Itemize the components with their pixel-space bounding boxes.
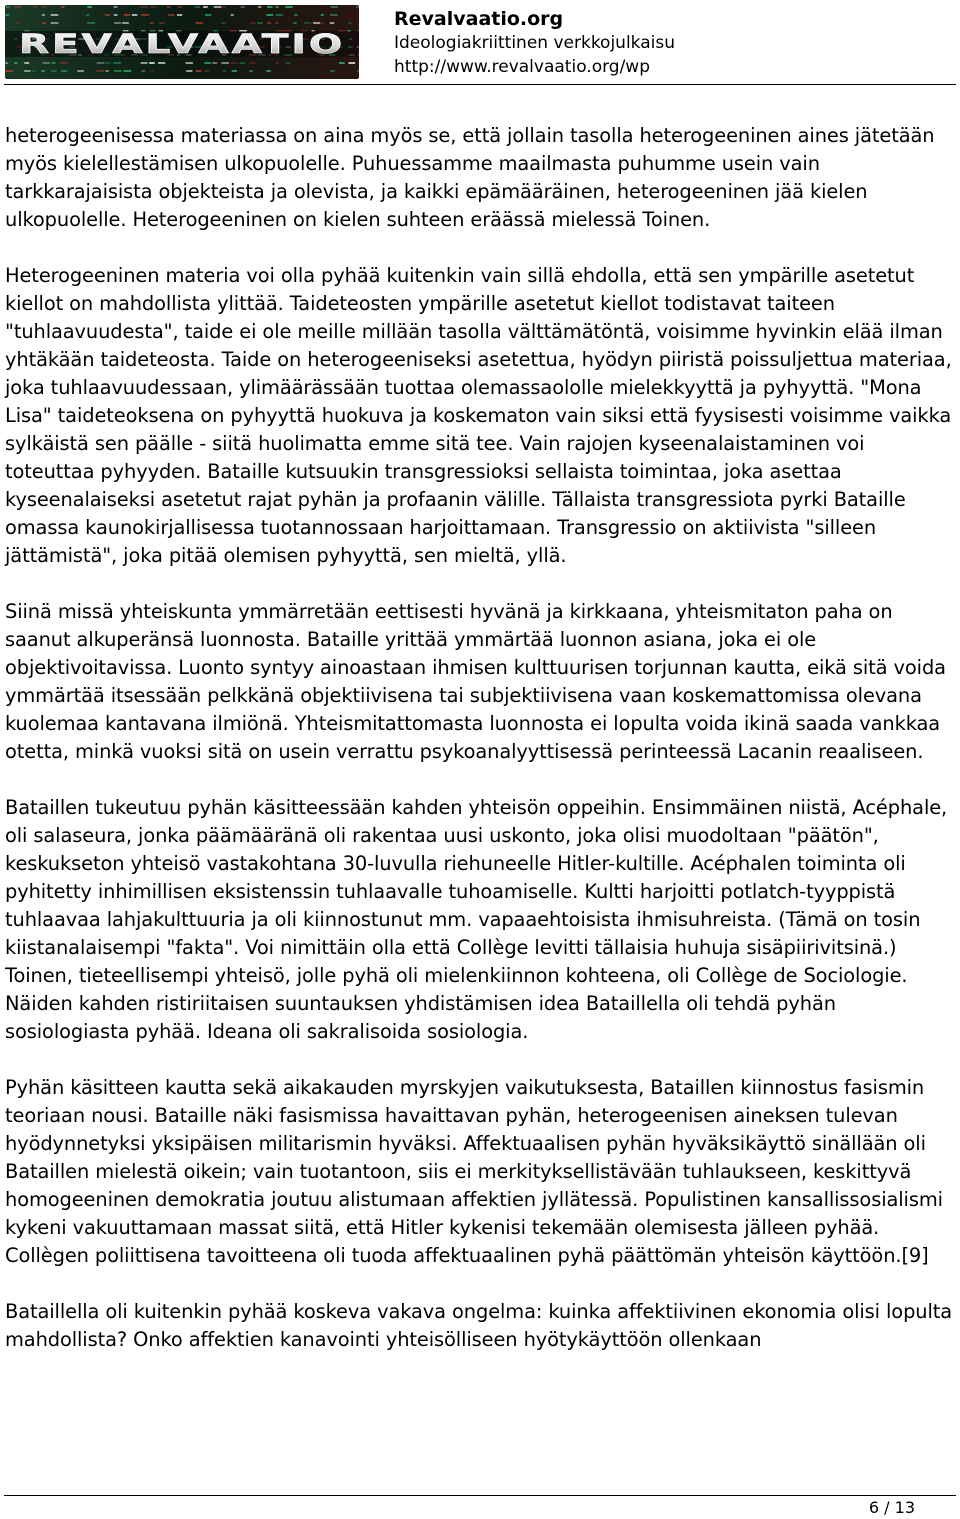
logo-ticker-cell xyxy=(141,62,148,64)
logo-ticker-cell xyxy=(114,22,121,24)
logo-ticker-cell xyxy=(330,14,338,16)
logo-ticker-cell xyxy=(42,14,45,16)
logo-ticker-cell xyxy=(186,70,192,72)
logo-ticker-cell xyxy=(124,14,130,16)
logo-ticker-cell xyxy=(16,22,19,24)
site-title[interactable]: Revalvaatio.org xyxy=(394,8,564,30)
paragraph-5: Pyhän käsitteen kautta sekä aikakauden myrskyjen vaikutuksesta, Bataillen kiinnostus fasismin teoriaan nousi. Bataille näki fasismissa havaittavan pyhän, heterogeenisen aineksen tulevan hyödynnetyksi yksipäisen militarismin hyväksi. Affektuaalisen pyhän hyväksikäyttö sinällään oli Bataillen mielestä oikein; vain tuotantoon, siis ei merkityksellistävään tuhlaukseen, keskittyvä homogeeninen demokratia joutuu alistumaan affektien jyllätessä. Populistinen kansallissosialismi kykeni vakuuttamaan massat siitä, että Hitler kykenisi tekemään olemisesta jälleen pyhää. Collègen poliittisena tavoitteena oli tuoda affektuaalinen pyhä päättömän yhteisön käyttöön.[9] xyxy=(5,1076,943,1267)
logo-ticker-cell xyxy=(257,22,262,24)
logo-ticker-cell xyxy=(150,6,157,8)
logo-ticker-cell xyxy=(42,62,50,64)
logo-ticker-cell xyxy=(150,22,154,24)
paragraph-1: heterogeenisessa materiassa on aina myös se, että jollain tasolla heterogeeninen aines jätetään myös kielellestämisen ulkopuolelle. Puhuessamme maailmasta puhumme usein vain tarkkarajaisista objekteista ja olevista, ja kaikki epämääräinen, heterogeeninen jää kielen ulkopuolelle. Heterogeeninen on kielen suhteen eräässä mielessä Toinen. xyxy=(5,124,935,231)
logo-ticker-cell xyxy=(24,62,29,64)
logo-ticker-cell xyxy=(14,6,21,8)
article-body xyxy=(5,122,957,1382)
logo-ticker-cell xyxy=(223,70,227,72)
logo-ticker-cell xyxy=(203,6,207,8)
logo-ticker-cell xyxy=(240,6,244,8)
logo-ticker-cell xyxy=(87,6,91,8)
logo-ticker-cell xyxy=(51,14,59,16)
logo-ticker-cell xyxy=(150,70,153,72)
logo-ticker-cell xyxy=(304,22,311,24)
logo-ticker-cell xyxy=(205,14,211,16)
site-info xyxy=(394,7,954,79)
logo-ticker-cell xyxy=(87,22,95,24)
logo-ticker-cell xyxy=(61,6,65,8)
logo-ticker-cell xyxy=(132,14,137,16)
logo-ticker-cell xyxy=(178,6,183,8)
logo-ticker-cell xyxy=(114,14,118,16)
logo-ticker-cell xyxy=(122,22,129,24)
logo-graphic xyxy=(5,5,359,79)
logo-ticker-cell xyxy=(24,70,30,72)
revalvaatio-logo[interactable] xyxy=(5,5,359,79)
logo-ticker-cell xyxy=(168,14,174,16)
logo-ticker-cell xyxy=(357,70,359,72)
logo-ticker-cell xyxy=(5,14,9,16)
logo-ticker-cell xyxy=(339,62,345,64)
logo-ticker-cell xyxy=(32,70,36,72)
site-tagline: Ideologiakriittinen verkkojulkaisu xyxy=(394,33,675,53)
logo-ticker-cell xyxy=(114,6,118,8)
logo-ticker-cell xyxy=(276,14,283,16)
paragraph-3: Siinä missä yhteiskunta ymmärretään eettisesti hyvänä ja kirkkaana, yhteismitaton paha on saanut alkuperänsä luonnosta. Bataille yrittää ymmärtää luonnon asiana, joka ei ole objektivoitavissa. Luonto syntyy ainoastaan ihmisen kulttuurisen torjunnan kautta, eikä sitä voida ymmärtää itsessään pelkkänä objektiivisena tai subjektiivisena vaan koskemattomissa olevana kuolemaa kantavana ilmiönä. Yhteismitattomasta luonnosta ei lopulta voida ikinä saada vankkaa otetta, minkä vuoksi sitä on usein verrattu psykoanalyyttisessä perinteessä Lacanin reaaliseen. xyxy=(5,600,946,763)
logo-ticker-cell xyxy=(51,62,55,64)
site-url[interactable]: http://www.revalvaatio.org/wp xyxy=(394,57,651,77)
logo-ticker-cell xyxy=(276,62,279,64)
logo-ticker-cell xyxy=(177,14,182,16)
logo-ticker-cell xyxy=(33,6,36,8)
logo-ticker-cell xyxy=(276,6,279,8)
logo-ticker-cell xyxy=(232,70,237,72)
logo-ticker-cell xyxy=(106,70,109,72)
logo-ticker-cell xyxy=(313,22,320,24)
logo-ticker-cell xyxy=(221,62,229,64)
logo-ticker-cell xyxy=(356,6,359,8)
logo-ticker-cell xyxy=(320,22,325,24)
logo-ticker-cell xyxy=(195,6,200,8)
logo-ticker-cell xyxy=(330,70,335,72)
logo-ticker-cell xyxy=(141,14,149,16)
logo-ticker-cell xyxy=(51,22,59,24)
logo-ticker-cell xyxy=(97,62,105,64)
logo-ticker-cell xyxy=(158,62,165,64)
logo-ticker-cell xyxy=(159,22,165,24)
logo-ticker-cell xyxy=(42,22,46,24)
logo-ticker-cell xyxy=(113,62,121,64)
paragraph-6: Bataillella oli kuitenkin pyhää koskeva vakava ongelma: kuinka affektiivinen ekonomia olisi lopulta mahdollista? Onko affektien kanavointi yhteisölliseen hyötykäyttöön ollenkaan xyxy=(5,1300,953,1351)
paragraph-4: Bataillen tukeutuu pyhän käsitteessään kahden yhteisön oppeihin. Ensimmäinen niistä, Acéphale, oli salaseura, jonka päämääränä oli rakentaa uusi uskonto, joka olisi muodoltaan "päätön", keskukseton yhteisö vastakohtana 30-luvulla riehuneelle Hitler-kultille. Acéphalen toiminta oli pyhitetty inhimillisen eksistenssin tuhlaavalle tuhoamiselle. Kultti harjoitti potlatch-tyyppistä tuhlaavaa lahjakulttuuria ja oli kiinnostunut mm. vapaaehtoisista ihmisuhreista. (Tämä on tosin kiistanalaisempi "fakta". Voi nimittäin olla että Collège levitti tällaisia huhuja sisäpiirivitsinä.) Toinen, tieteellisempi yhteisö, jolle pyhä oli mielenkiinnon kohteena, oli Collège de Sociologie. Näiden kahden ristiriitaisen suuntauksen yhdistämisen idea Bataillella oli tehdä pyhän sosiologiasta pyhää. Ideana oli sakralisoida sosiologia. xyxy=(5,796,948,1043)
page-header xyxy=(0,0,960,85)
logo-ticker-cell xyxy=(5,70,13,72)
logo-ticker-cell xyxy=(140,6,147,8)
logo-ticker-cell xyxy=(266,14,273,16)
logo-ticker-cell xyxy=(14,62,17,64)
logo-ticker-cell xyxy=(231,62,238,64)
logo-ticker-cell xyxy=(124,70,132,72)
logo-ticker-cell xyxy=(204,62,211,64)
logo-ticker-cell xyxy=(51,70,57,72)
logo-ticker-cell xyxy=(212,62,217,64)
logo-text: REVALVAATIO xyxy=(19,29,345,60)
logo-ticker-cell xyxy=(77,70,84,72)
logo-ticker-cell xyxy=(186,62,193,64)
logo-ticker-cell xyxy=(249,62,256,64)
logo-ticker-cell xyxy=(330,22,334,24)
logo-ticker-cell xyxy=(239,62,244,64)
logo-ticker-cell xyxy=(285,6,292,8)
logo-ticker-cell xyxy=(167,6,170,8)
logo-ticker-cell xyxy=(348,22,351,24)
logo-ticker-cell xyxy=(61,70,67,72)
logo-ticker-cell xyxy=(258,6,261,8)
logo-ticker-cell xyxy=(231,14,234,16)
logo-ticker-cell xyxy=(266,70,270,72)
footer-divider xyxy=(4,1495,956,1496)
logo-ticker-cell xyxy=(196,70,202,72)
logo-ticker-cell xyxy=(196,22,204,24)
paragraph-2: Heterogeeninen materia voi olla pyhää kuitenkin vain sillä ehdolla, että sen ympärille asetetut kiellot on mahdollista ylittää. Taideteosten ympärille asetetut kiellot todistavat taiteen "tuhlaavuudesta", taide ei ole meille millään tasolla välttämätöntä, voisimme hyvinkin elää ilman yhtäkään taideteosta. Taide on heterogeeniseksi asetettua, hyödyn piiristä poissuljettua materiaa, joka tuhlaavuudessaan, ylimäärässään tuottaa olemassaololle mielekkyyttä ja pyhyyttä. "Mona Lisa" taideteoksena on pyhyyttä huokuva ja koskematon vain siksi että fyysisesti voisimme vaikka sylkäistä sen päälle - siitä huolimatta emme sitä tee. Vain rajojen kyseenalaistaminen voi toteuttaa pyhyyden. Bataille kutsuukin transgressioksi sellaista toimintaa, joka asettaa kyseenalaiseksi asetetut rajat pyhän ja profaanin välille. Tällaista transgressiota pyrki Bataille omassa kaunokirjallisessa tuotannossaan harjoittamaan. Transgressio on aktiivista "silleen jättämistä", joka pitää olemisen pyhyyttä, sen mieltä, yllä. xyxy=(5,264,952,567)
logo-ticker-cell xyxy=(105,14,110,16)
logo-ticker-cell xyxy=(141,70,145,72)
logo-ticker-cell xyxy=(286,62,290,64)
logo-ticker-cell xyxy=(6,6,10,8)
logo-ticker-cell xyxy=(60,62,67,64)
logo-ticker-cell xyxy=(41,6,47,8)
logo-ticker-cell xyxy=(149,62,154,64)
logo-ticker-cell xyxy=(114,70,121,72)
logo-ticker-cell xyxy=(349,62,356,64)
logo-ticker-cell xyxy=(331,6,338,8)
header-divider xyxy=(4,84,956,85)
logo-ticker-cell xyxy=(5,62,8,64)
logo-ticker-cell xyxy=(97,70,105,72)
logo-ticker-cell xyxy=(321,14,324,16)
logo-ticker-cell xyxy=(104,62,110,64)
logo-ticker-cell xyxy=(275,22,278,24)
logo-ticker-cell xyxy=(267,22,271,24)
logo-ticker-cell xyxy=(294,14,297,16)
logo-ticker-cell xyxy=(41,70,45,72)
logo-ticker-cell xyxy=(267,6,272,8)
logo-ticker-cell xyxy=(293,22,296,24)
logo-ticker-cell xyxy=(205,70,209,72)
logo-ticker-cell xyxy=(221,6,226,8)
logo-ticker-cell xyxy=(250,22,256,24)
logo-ticker-cell xyxy=(86,14,89,16)
page-number: 6 / 13 xyxy=(868,1498,915,1517)
logo-ticker-cell xyxy=(222,22,226,24)
logo-ticker-cell xyxy=(249,70,253,72)
logo-ticker-cell xyxy=(214,6,221,8)
